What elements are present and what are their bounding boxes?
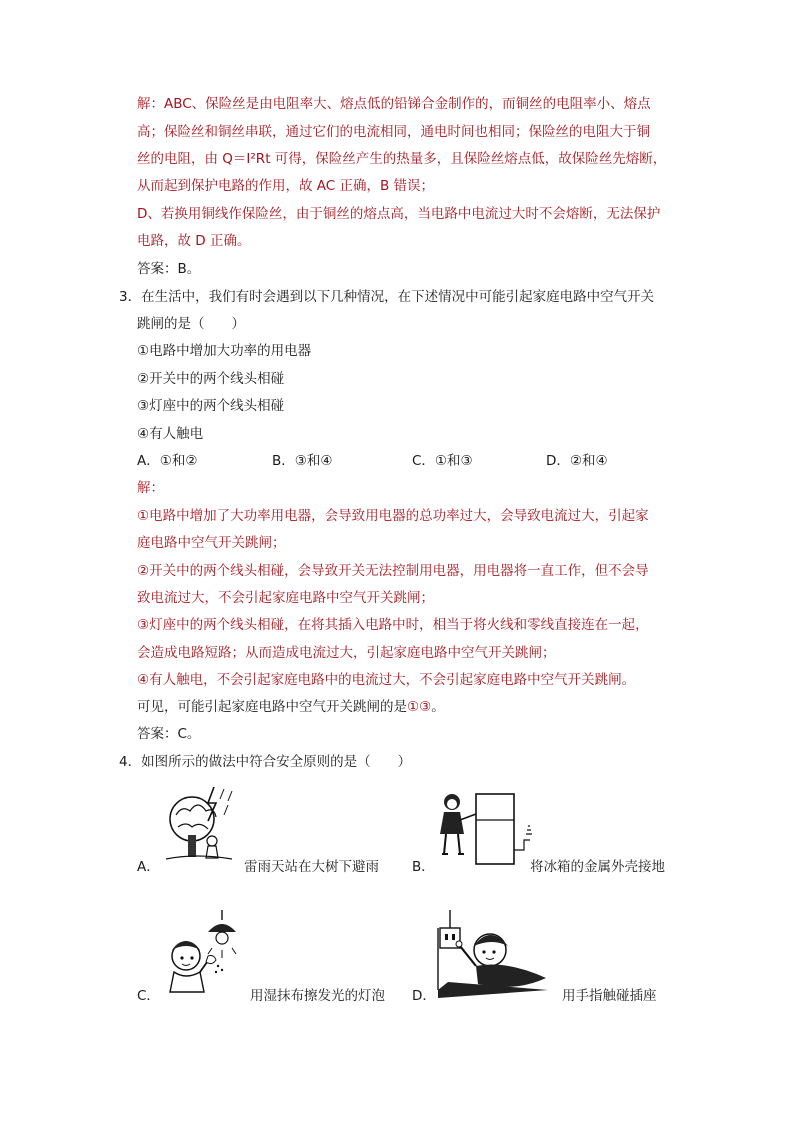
q2-solution-line-5: D、若换用铜线作保险丝，由于铜丝的熔点高，当电路中电流过大时不会熔断，无法保护 xyxy=(137,206,661,222)
q3-stem-line-2: 跳闸的是（ ） xyxy=(137,316,245,332)
q3-option-d: D．②和④ xyxy=(546,453,608,469)
q4-option-d-caption: 用手指触碰插座 xyxy=(562,988,657,1004)
q4-option-b-caption: 将冰箱的金属外壳接地 xyxy=(530,859,665,875)
tree-lightning-icon xyxy=(162,785,240,865)
q2-solution-line-6: 电路，故 D 正确。 xyxy=(137,233,251,249)
q2-solution-line-1: 解：ABC、保险丝是由电阻率大、熔点低的铅锑合金制作的，而铜丝的电阻率小、熔点 xyxy=(137,96,651,112)
q4-option-c-caption: 用湿抹布擦发光的灯泡 xyxy=(250,988,385,1004)
wet-cloth-bulb-icon xyxy=(158,910,242,996)
q3-solution-line-1: ①电路中增加了大功率用电器，会导致用电器的总功率过大，会导致电流过大，引起家 xyxy=(137,508,649,524)
q2-answer: 答案：B。 xyxy=(137,261,201,277)
q3-answer: 答案：C。 xyxy=(137,726,201,742)
q3-option-b: B．③和④ xyxy=(272,453,333,469)
fridge-ground-icon xyxy=(432,790,536,870)
q3-option-a: A．①和② xyxy=(137,453,198,469)
q3-solution-line-2: 庭电路中空气开关跳闸； xyxy=(137,535,286,551)
q3-option-c: C．①和③ xyxy=(412,453,473,469)
q3-solution-line-7: ④有人触电，不会引起家庭电路中的电流过大，不会引起家庭电路中空气开关跳闸。 xyxy=(137,672,636,688)
q4-option-a-letter: A． xyxy=(137,859,160,875)
q3-conclusion-suffix: 。 xyxy=(431,699,445,715)
q3-solution-line-3: ②开关中的两个线头相碰，会导致开关无法控制用电器，用电器将一直工作，但不会导 xyxy=(137,563,649,579)
q3-solution-line-4: 致电流过大，不会引起家庭电路中空气开关跳闸； xyxy=(137,590,434,606)
q3-conclusion-mark: ①③ xyxy=(407,699,432,715)
q3-stem-line-1: 3．在生活中，我们有时会遇到以下几种情况，在下述情况中可能引起家庭电路中空气开关 xyxy=(119,289,655,305)
q3-solution-label: 解： xyxy=(137,480,164,496)
q2-solution-line-3: 丝的电阻，由 Q＝I²Rt 可得，保险丝产生的热量多，且保险丝熔点低，故保险丝先熔断， xyxy=(137,151,667,167)
q2-solution-line-2: 高；保险丝和铜丝串联，通过它们的电流相同，通电时间也相同；保险丝的电阻大于铜 xyxy=(137,124,650,140)
q4-stem: 4．如图所示的做法中符合安全原则的是（ ） xyxy=(119,754,412,770)
q3-item-4: ④有人触电 xyxy=(137,426,204,442)
q4-option-d-letter: D． xyxy=(412,988,436,1004)
q3-item-3: ③灯座中的两个线头相碰 xyxy=(137,398,285,414)
q2-solution-line-4: 从而起到保护电路的作用，故 AC 正确，B 错误； xyxy=(137,178,435,194)
q4-option-c-letter: C． xyxy=(137,988,160,1004)
q3-solution-line-6: 会造成电路短路；从而造成电流过大，引起家庭电路中空气开关跳闸； xyxy=(137,645,556,661)
q3-item-1: ①电路中增加大功率的用电器 xyxy=(137,343,312,359)
finger-socket-icon xyxy=(432,910,562,1002)
q3-conclusion xyxy=(137,697,445,717)
q4-option-b-letter: B． xyxy=(412,859,435,875)
q3-item-2: ②开关中的两个线头相碰 xyxy=(137,371,285,387)
q3-conclusion-prefix: 可见，可能引起家庭电路中空气开关跳闸的是 xyxy=(137,699,407,715)
q4-option-a-caption: 雷雨天站在大树下避雨 xyxy=(244,859,379,875)
q3-solution-line-5: ③灯座中的两个线头相碰，在将其插入电路中时，相当于将火线和零线直接连在一起， xyxy=(137,617,649,633)
